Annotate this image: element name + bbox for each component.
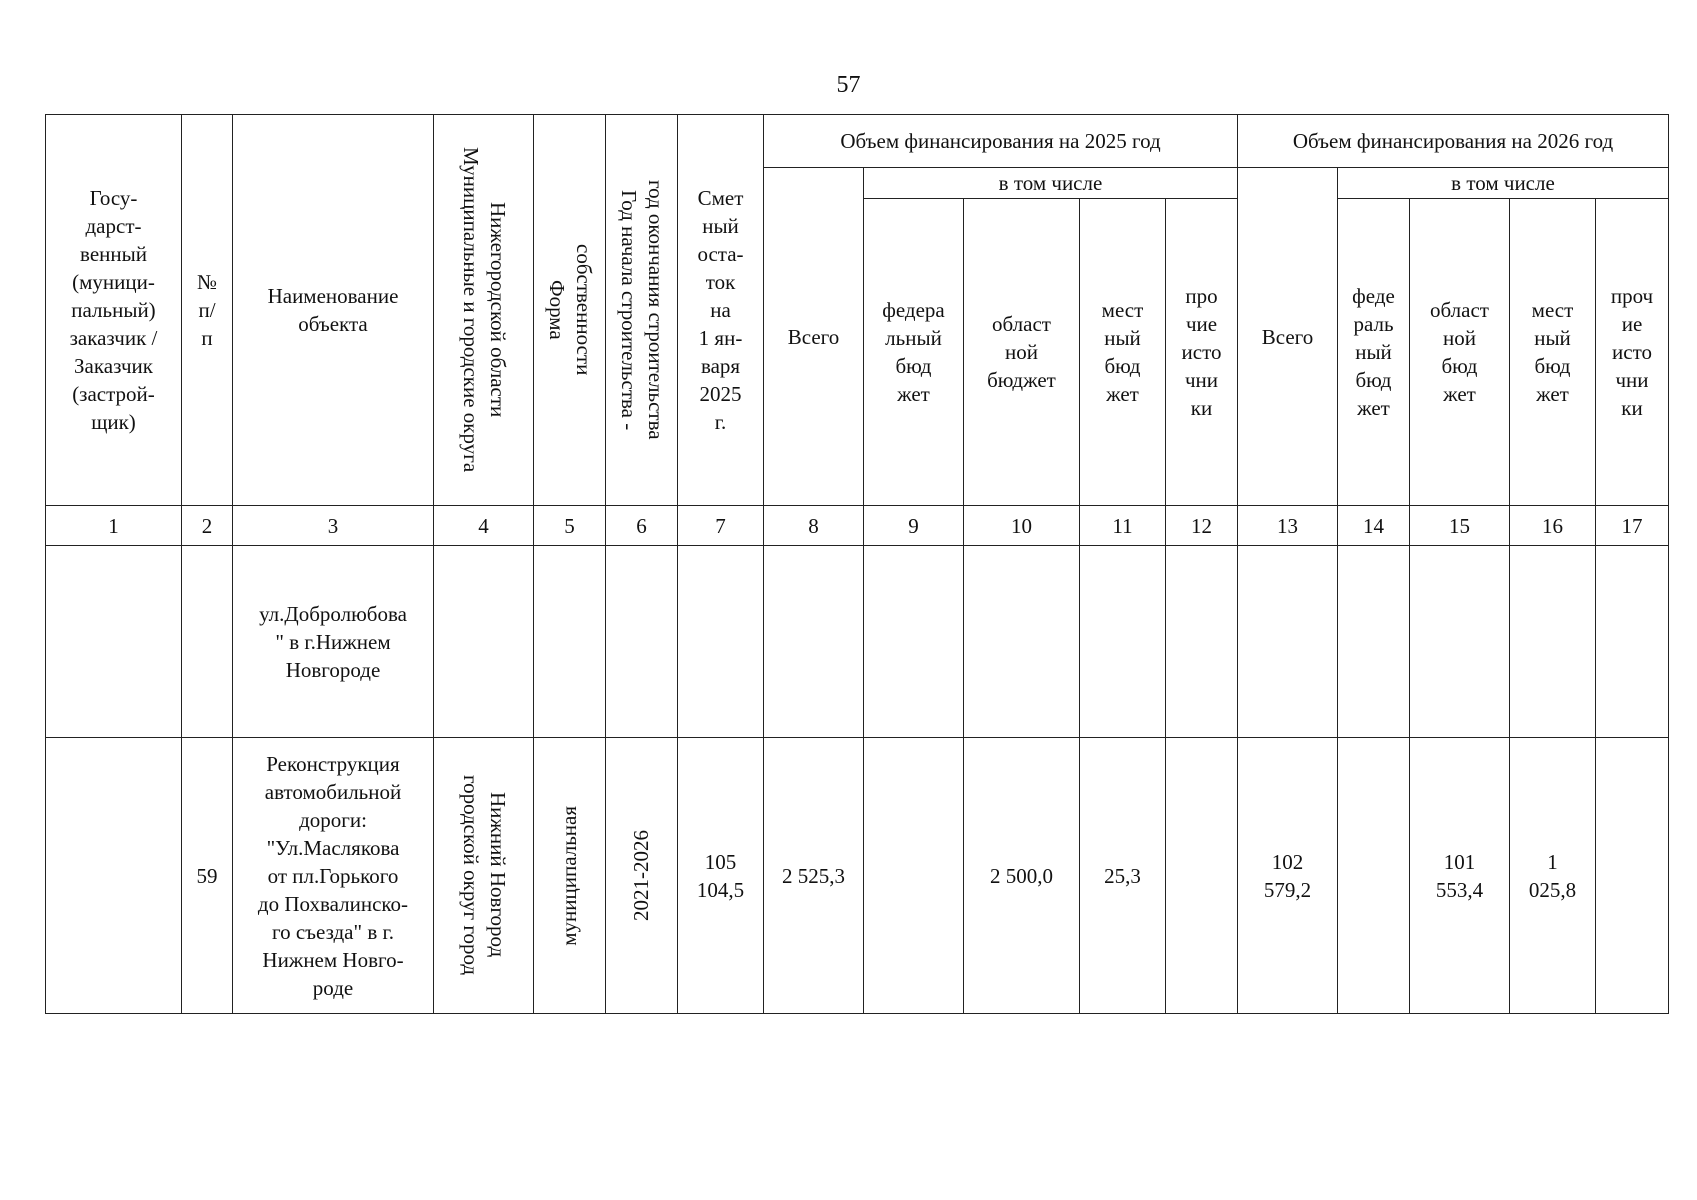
local-2025-cell: 25,3: [1080, 738, 1166, 1014]
years-cell: 2021-2026: [606, 738, 678, 1014]
table-row: [46, 546, 1669, 738]
header-customer: Госу- дарст- венный (муници- пальный) заказчик / Заказчик (застрой- щик): [46, 115, 182, 506]
column-numbers-row: [46, 506, 1669, 546]
header-total-2025: Всего: [764, 168, 864, 506]
total-2025-cell: 2 525,3: [764, 738, 864, 1014]
col-number: 6: [606, 506, 678, 546]
other-2025-cell: [1166, 738, 1238, 1014]
table-row: [46, 738, 1669, 1014]
header-ownership: Форма собственности: [534, 115, 606, 506]
district-cell: городской округ город Нижний Новгород: [434, 738, 534, 1014]
col-number: 14: [1338, 506, 1410, 546]
header-federal-2025: федера льный бюд жет: [864, 199, 964, 506]
col-number: 11: [1080, 506, 1166, 546]
header-regional-2026: област ной бюд жет: [1410, 199, 1510, 506]
remainder-cell: 105 104,5: [678, 738, 764, 1014]
col-number: 13: [1238, 506, 1338, 546]
header-group-2025: Объем финансирования на 2025 год: [764, 115, 1238, 168]
header-group-2026: Объем финансирования на 2026 год: [1238, 115, 1669, 168]
header-object-name: Наименование объекта: [233, 115, 434, 506]
col-number: 5: [534, 506, 606, 546]
federal-2025-cell: [864, 738, 964, 1014]
header-federal-2026: феде раль ный бюд жет: [1338, 199, 1410, 506]
regional-2026-cell: 101 553,4: [1410, 738, 1510, 1014]
col-number: 2: [182, 506, 233, 546]
header-row-1: [46, 115, 1669, 168]
federal-2026-cell: [1338, 738, 1410, 1014]
col-number: 7: [678, 506, 764, 546]
header-local-2025: мест ный бюд жет: [1080, 199, 1166, 506]
header-incl-2025: в том числе: [864, 168, 1238, 199]
col-number: 15: [1410, 506, 1510, 546]
page-number: 57: [836, 72, 861, 98]
row-number-cell: 59: [182, 738, 233, 1014]
header-incl-2026: в том числе: [1338, 168, 1669, 199]
header-other-2026: проч ие исто чни ки: [1596, 199, 1669, 506]
header-years: Год начала строительства - год окончания строительства: [606, 115, 678, 506]
col-number: 1: [46, 506, 182, 546]
ownership-cell: муниципальная: [534, 738, 606, 1014]
header-regional-2025: област ной бюджет: [964, 199, 1080, 506]
col-number: 8: [764, 506, 864, 546]
total-2026-cell: 102 579,2: [1238, 738, 1338, 1014]
col-number: 3: [233, 506, 434, 546]
header-row-number: № п/ п: [182, 115, 233, 506]
col-number: 10: [964, 506, 1080, 546]
header-districts: Муниципальные и городские округа Нижегородской области: [434, 115, 534, 506]
other-2026-cell: [1596, 738, 1669, 1014]
col-number: 17: [1596, 506, 1669, 546]
regional-2025-cell: 2 500,0: [964, 738, 1080, 1014]
col-number: 4: [434, 506, 534, 546]
col-number: 16: [1510, 506, 1596, 546]
header-local-2026: мест ный бюд жет: [1510, 199, 1596, 506]
header-remainder: Смет ный оста- ток на 1 ян- варя 2025 г.: [678, 115, 764, 506]
financing-table: [45, 114, 1669, 1014]
col-number: 12: [1166, 506, 1238, 546]
col-number: 9: [864, 506, 964, 546]
object-name-cell: Реконструкция автомобильной дороги: "Ул.Маслякова от пл.Горького до Похвалинско- го съезда" в г. Нижнем Новго- роде: [233, 738, 434, 1014]
object-name-cell: ул.Добролюбова " в г.Нижнем Новгороде: [233, 546, 434, 738]
local-2026-cell: 1 025,8: [1510, 738, 1596, 1014]
header-other-2025: про чие исто чни ки: [1166, 199, 1238, 506]
header-total-2026: Всего: [1238, 168, 1338, 506]
